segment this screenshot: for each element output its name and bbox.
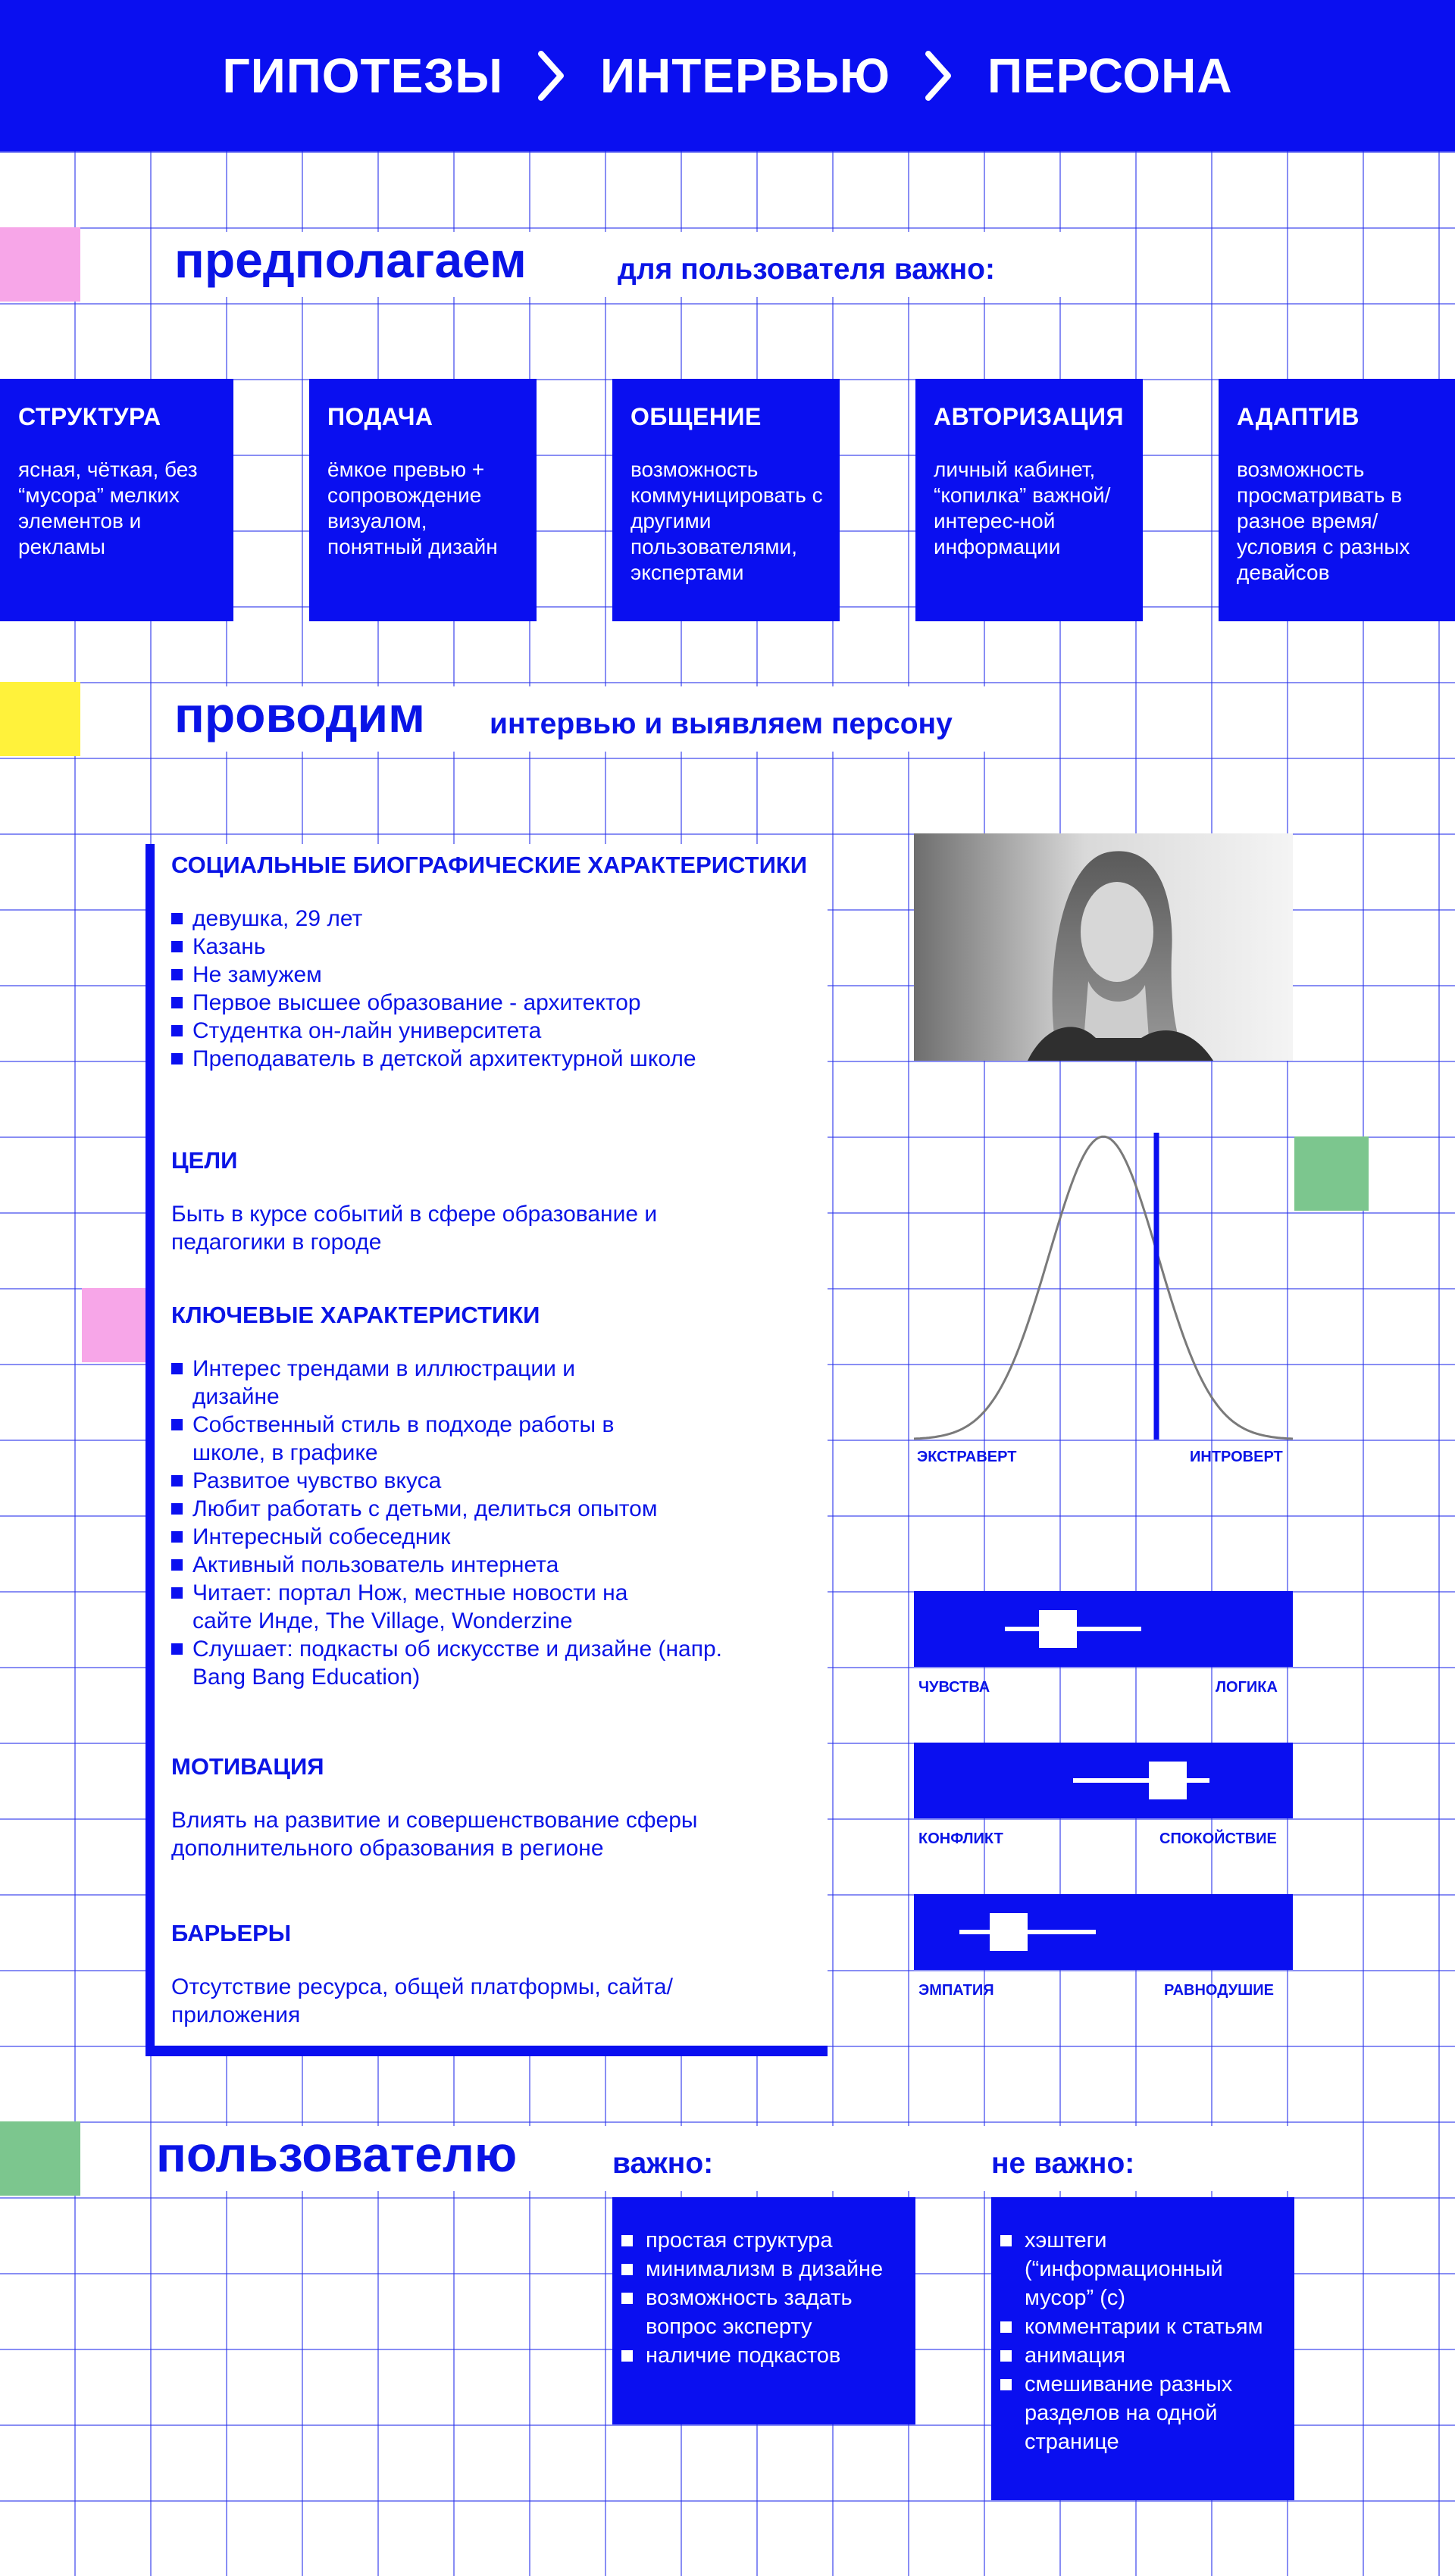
list-item: Любит работать с детьми, делиться опытом	[171, 1495, 762, 1523]
label-not-important: не важно:	[991, 2147, 1135, 2180]
slider-knob	[990, 1913, 1028, 1951]
list-item: девушка, 29 лет	[171, 905, 696, 933]
card-text: личный кабинет, “копилка” важной/интерес-ной информации	[934, 458, 1111, 558]
persona-card	[146, 844, 828, 2056]
section-title-conclusion: пользователю	[156, 2126, 518, 2182]
card-title: ОБЩЕНИЕ	[630, 403, 762, 430]
list-item: возможность задать вопрос эксперту	[621, 2284, 896, 2341]
list-item: Первое высшее образование - архитектор	[171, 989, 696, 1017]
list-item: анимация	[1000, 2341, 1294, 2370]
list-item: комментарии к статьям	[1000, 2312, 1294, 2341]
label-indifference: РАВНОДУШИЕ	[1164, 1982, 1274, 1999]
card-text: ясная, чёткая, без “мусора” мелких элементов и рекламы	[18, 458, 198, 558]
social-heading: СОЦИАЛЬНЫЕ БИОГРАФИЧЕСКИЕ ХАРАКТЕРИСТИКИ	[171, 852, 808, 878]
slider-graphic	[914, 1591, 1293, 1667]
crumb-persona: ПЕРСОНА	[987, 48, 1233, 103]
label-logic: ЛОГИКА	[1216, 1679, 1278, 1696]
hypothesis-card-delivery	[309, 379, 537, 621]
trait-scale-conflict-calm	[914, 1743, 1293, 1818]
hypothesis-card-adaptive	[1219, 379, 1455, 621]
trait-scale-empathy-indifference	[914, 1894, 1293, 1970]
list-item: Студентка он-лайн университета	[171, 1017, 696, 1045]
slider-graphic	[914, 1894, 1293, 1970]
list-item: минимализм в дизайне	[621, 2255, 915, 2284]
motivation-text: Влиять на развитие и совершенствование сферы дополнительного образования в регионе	[171, 1808, 698, 1861]
card-title: АВТОРИЗАЦИЯ	[934, 403, 1125, 430]
list-item: Собственный стиль в подходе работы в школе, в графике	[171, 1411, 677, 1467]
not-important-list	[1000, 2226, 1294, 2456]
persona-portrait-image	[914, 833, 1293, 1061]
label-calm: СПОКОЙСТВИЕ	[1159, 1830, 1277, 1847]
card-title: ПОДАЧА	[327, 403, 433, 430]
slider-knob	[1149, 1762, 1187, 1799]
card-title: АДАПТИВ	[1237, 403, 1360, 430]
card-title: СТРУКТУРА	[18, 403, 161, 430]
section-title-hypotheses: предполагаем	[174, 232, 527, 288]
list-item: Интерес трендами в иллюстрации и дизайне	[171, 1355, 617, 1411]
personality-curve	[914, 1133, 1293, 1443]
goals-text: Быть в курсе событий в сфере образование и педагогики в городе	[171, 1202, 658, 1255]
not-important-box	[991, 2197, 1294, 2500]
list-item: хэштеги (“информационный мусор” (с)	[1000, 2226, 1267, 2312]
label-conflict: КОНФЛИКТ	[918, 1830, 1003, 1847]
chevron-right-icon	[924, 49, 954, 102]
goals-heading: ЦЕЛИ	[171, 1147, 238, 1174]
slider-graphic	[914, 1743, 1293, 1818]
motivation-heading: МОТИВАЦИЯ	[171, 1753, 324, 1780]
list-item: простая структура	[621, 2226, 915, 2255]
process-header	[0, 0, 1455, 152]
crumb-hypotheses: ГИПОТЕЗЫ	[222, 48, 504, 103]
card-text: возможность просматривать в разное время/условия с разных девайсов	[1237, 458, 1410, 584]
list-item: Читает: портал Нож, местные новости на сайте Инде, The Village, Wonderzine	[171, 1579, 677, 1635]
bell-curve	[914, 1136, 1293, 1439]
list-item: Казань	[171, 933, 696, 961]
hypothesis-card-authorization	[915, 379, 1143, 621]
list-item: Развитое чувство вкуса	[171, 1467, 762, 1495]
card-text: возможность коммуницировать с другими пользователями, экспертами	[630, 458, 823, 584]
hypothesis-card-structure	[0, 379, 233, 621]
list-item: Не замужем	[171, 961, 696, 989]
card-text: ёмкое превью + сопровождение визуалом, понятный дизайн	[327, 458, 498, 558]
list-item: наличие подкастов	[621, 2341, 915, 2370]
barriers-heading: БАРЬЕРЫ	[171, 1920, 292, 1946]
label-feelings: ЧУВСТВА	[918, 1679, 990, 1696]
chevron-right-icon	[537, 49, 567, 102]
label-important: важно:	[612, 2147, 714, 2180]
green-marker-square	[1294, 1136, 1369, 1211]
section-subtitle-hypotheses: для пользователя важно:	[618, 253, 995, 286]
key-list	[171, 1355, 762, 1691]
hypothesis-card-communication	[612, 379, 840, 621]
section-title-interview: проводим	[174, 686, 425, 742]
crumb-interview: ИНТЕРВЬЮ	[600, 48, 890, 103]
list-item: Преподаватель в детской архитектурной школе	[171, 1045, 696, 1073]
pink-marker-square	[0, 227, 80, 302]
list-item: Слушает: подкасты об искусстве и дизайне (напр. Bang Bang Education)	[171, 1635, 738, 1691]
list-item: Интересный собеседник	[171, 1523, 762, 1551]
label-empathy: ЭМПАТИЯ	[918, 1982, 994, 1999]
label-introvert: ИНТРОВЕРТ	[1190, 1449, 1283, 1465]
slider-knob	[1039, 1610, 1077, 1648]
key-heading: КЛЮЧЕВЫЕ ХАРАКТЕРИСТИКИ	[171, 1302, 540, 1328]
social-list	[171, 905, 696, 1073]
yellow-marker-square	[0, 682, 80, 756]
trait-scale-feelings-logic	[914, 1591, 1293, 1667]
important-list	[621, 2226, 915, 2370]
green-marker-square	[0, 2121, 80, 2196]
barriers-text: Отсутствие ресурса, общей платформы, сайта/приложения	[171, 1974, 673, 2027]
list-item: Активный пользователь интернета	[171, 1551, 762, 1579]
list-item: смешивание разных разделов на одной странице	[1000, 2370, 1267, 2456]
label-extravert: ЭКСТРАВЕРТ	[917, 1449, 1017, 1465]
persona-photo	[914, 833, 1293, 1061]
pink-marker-square	[82, 1288, 152, 1362]
section-subtitle-interview: интервью и выявляем персону	[490, 708, 953, 740]
important-box	[612, 2197, 915, 2424]
